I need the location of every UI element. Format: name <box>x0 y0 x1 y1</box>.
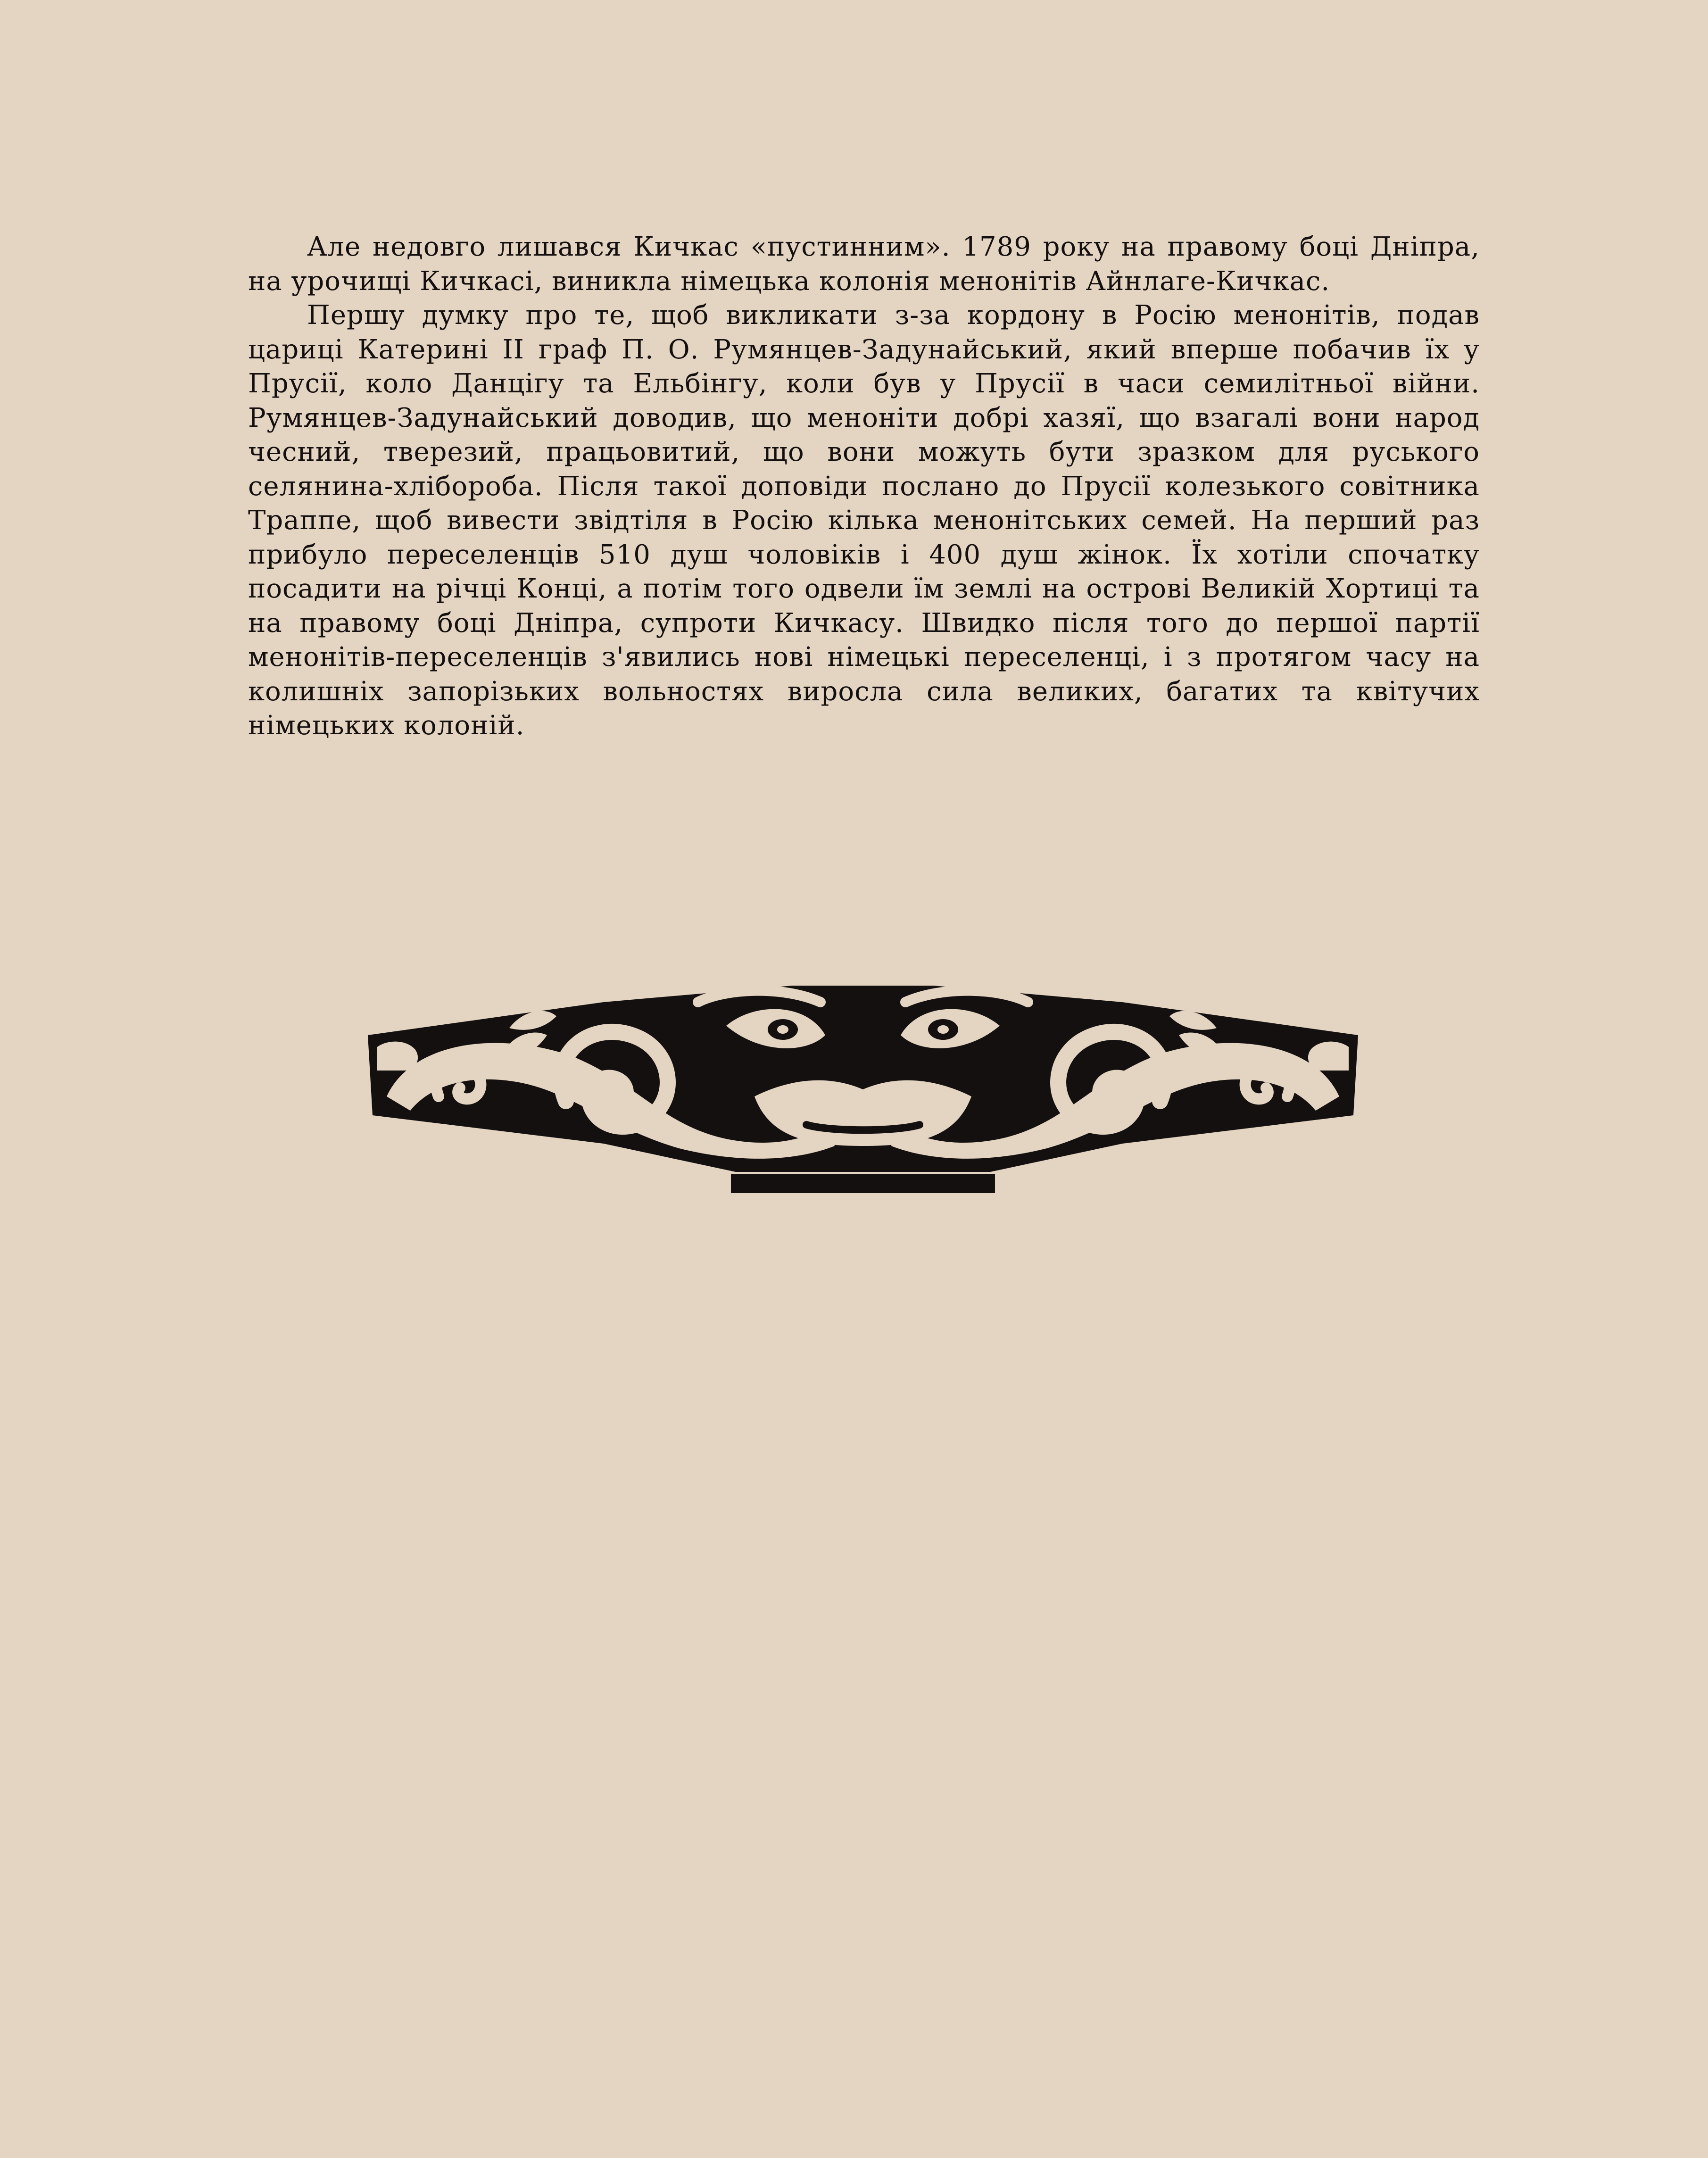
paragraph-1: Але недовго лишався Кичкас «пустинним». 1789 року на правому боці Дніпра, на урочищі Кичкасі, виникла німецька колонія менонітів Айнлаге-Кичкас. <box>248 232 1480 297</box>
carved-scroll-ornament-icon <box>368 983 1358 1200</box>
body-text <box>248 230 1480 743</box>
paragraph-2: Першу думку про те, щоб викликати з-за кордону в Росію менонітів, подав цариці Катерині II граф П. О. Румянцев-Задунайський, який вперше побачив їх у Прусії, коло Данцігу та Ельбінгу, коли був у Прусії в часи семилітньої війни. Румянцев-Задунайський доводив, що меноніти добрі хазяї, що взагалі вони народ чесний, тверезий, працьовитий, що вони можуть бути зразком для руського селянина-хлібороба. Після такої доповіди послано до Прусії колезького совітника Траппе, щоб вивести звідтіля в Росію кілька менонітських семей. На перший раз прибуло переселенців 510 душ чоловіків і 400 душ жінок. Їх хотіли спочатку посадити на річці Конці, а потім того одвели їм землі на острові Великій Хортиці та на правому боці Дніпра, супроти Кичкасу. Швидко після того до першої партії менонітів-переселенців з'явились нові німецькі переселенці, і з протягом часу на колишніх запорізьких вольностях виросла сила великих, багатих та квітучих німецьких колоній. <box>248 300 1480 741</box>
